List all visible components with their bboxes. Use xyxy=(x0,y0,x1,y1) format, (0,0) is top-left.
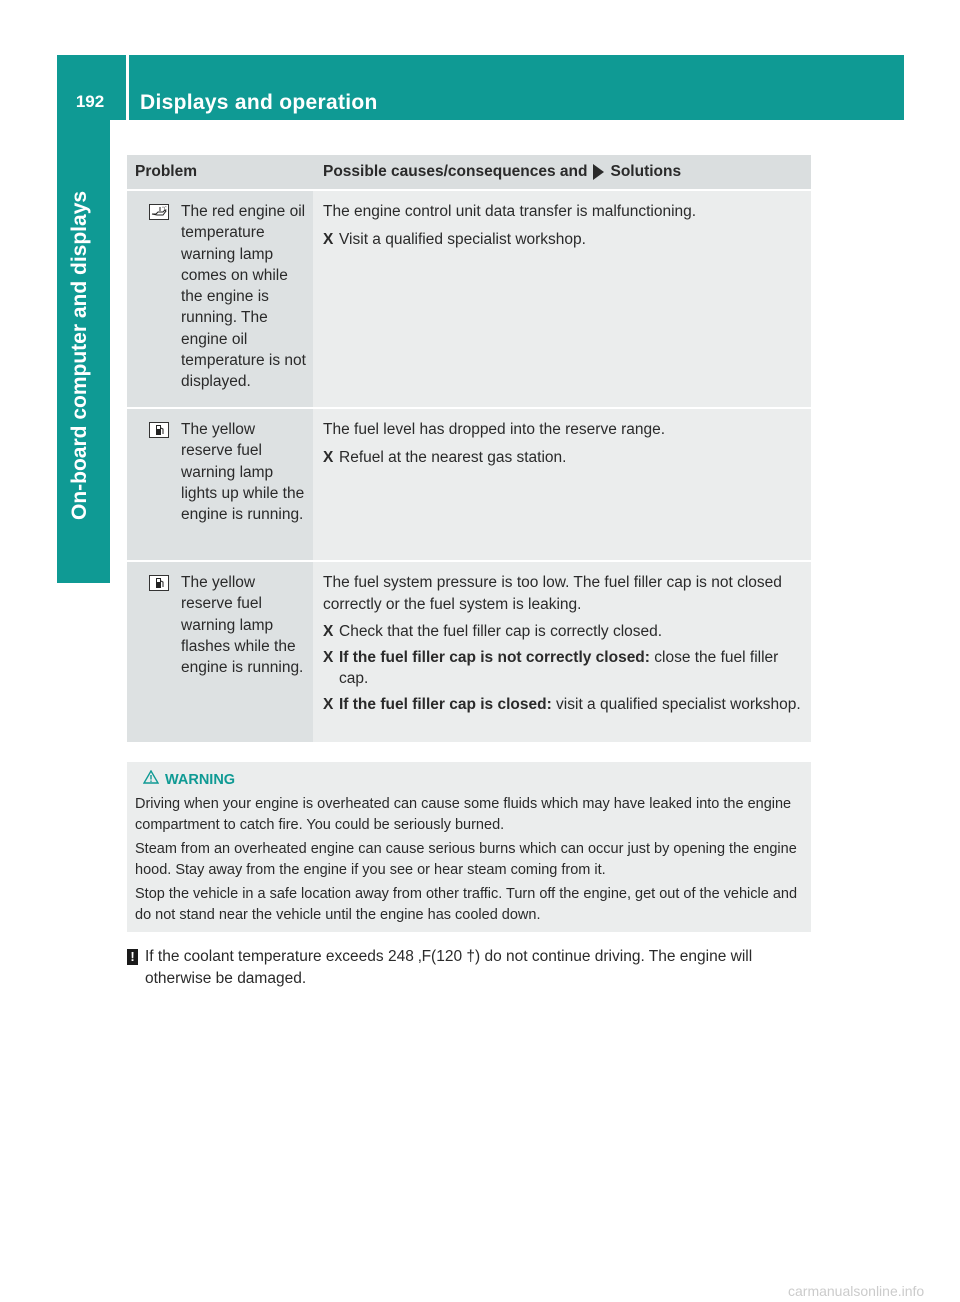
action-step xyxy=(323,694,803,716)
note-text: If the coolant temperature exceeds 248 ‚F(120 †) do not continue driving. The engine will otherwise be damaged. xyxy=(145,948,753,987)
warning-paragraph: Driving when your engine is overheated can cause some fluids which may have leaked into the engine compartment to catch fire. You could be seriously burned. xyxy=(135,796,792,833)
action-step xyxy=(323,647,803,690)
fuel-pump-icon xyxy=(149,575,169,591)
solution-cell xyxy=(313,191,811,407)
problem-cell xyxy=(127,562,313,742)
action-step xyxy=(323,229,803,251)
column-header-solutions xyxy=(313,155,681,189)
table-row xyxy=(127,560,811,742)
step-condition: If the fuel filler cap is closed: xyxy=(339,695,552,713)
warning-heading xyxy=(143,770,803,791)
action-step xyxy=(323,447,803,469)
cause-text: The fuel system pressure is too low. The fuel filler cap is not closed correctly or the fuel system is leaking. xyxy=(323,574,782,613)
cause-text: The fuel level has dropped into the reserve range. xyxy=(323,421,666,438)
action-marker-icon: X xyxy=(323,623,334,640)
engine-oil-temperature-icon xyxy=(149,204,169,220)
warning-paragraph: Stop the vehicle in a safe location away from other traffic. Turn off the engine, get out of the vehicle and do not stand near the vehicle until the engine has cooled down. xyxy=(135,886,798,923)
warning-triangle-icon xyxy=(143,770,159,791)
action-step xyxy=(323,621,803,643)
step-text: Refuel at the nearest gas station. xyxy=(339,448,567,466)
step-text: visit a qualified specialist workshop. xyxy=(551,695,801,713)
table-row xyxy=(127,189,811,407)
warning-heading-label: WARNING xyxy=(165,772,236,788)
arrow-right-icon xyxy=(593,164,604,180)
problem-text: The yellow reserve fuel warning lamp lights up while the engine is running. xyxy=(181,421,305,524)
cause-text: The engine control unit data transfer is malfunctioning. xyxy=(323,203,697,220)
problem-cell xyxy=(127,409,313,560)
warning-paragraph: Steam from an overheated engine can cause serious burns which can occur just by opening the engine hood. Stay away from the engine if you see or hear steam coming from it. xyxy=(135,841,797,878)
problem-cell xyxy=(127,191,313,407)
table-row xyxy=(127,407,811,560)
problem-text: The yellow reserve fuel warning lamp flashes while the engine is running. xyxy=(181,574,304,677)
warning-box xyxy=(127,762,811,932)
table-header xyxy=(127,155,811,189)
page-number: 192 xyxy=(75,92,105,111)
solution-cell xyxy=(313,409,811,560)
note-exclamation-icon: ! xyxy=(127,949,138,965)
action-marker-icon: X xyxy=(323,695,334,713)
header-divider xyxy=(126,55,129,120)
solution-cell xyxy=(313,562,811,742)
action-marker-icon: X xyxy=(323,230,334,248)
watermark: carmanualsonline.info xyxy=(788,1283,925,1299)
step-text: Check that the fuel filler cap is correctly closed. xyxy=(339,623,663,640)
troubleshooting-table xyxy=(127,155,811,742)
section-title: Displays and operation xyxy=(140,91,378,114)
action-marker-icon: X xyxy=(323,648,334,666)
step-text: close the fuel filler cap. xyxy=(339,648,779,687)
step-condition: If the fuel filler cap is not correctly closed: xyxy=(339,648,650,666)
side-tab-label: On-board computer and displays xyxy=(68,190,91,520)
action-marker-icon: X xyxy=(323,448,334,466)
step-text: Visit a qualified specialist workshop. xyxy=(339,230,586,248)
column-header-problem: Problem xyxy=(135,163,198,180)
column-header-solutions-label: Possible causes/consequences and xyxy=(323,163,588,180)
problem-text: The red engine oil temperature warning lamp comes on while the engine is running. The engine oil temperature is not displayed. xyxy=(181,203,306,391)
fuel-pump-icon xyxy=(149,422,169,438)
note xyxy=(127,946,811,989)
svg-text:°C: °C xyxy=(162,206,167,211)
column-header-solutions-suffix: Solutions xyxy=(610,163,682,180)
